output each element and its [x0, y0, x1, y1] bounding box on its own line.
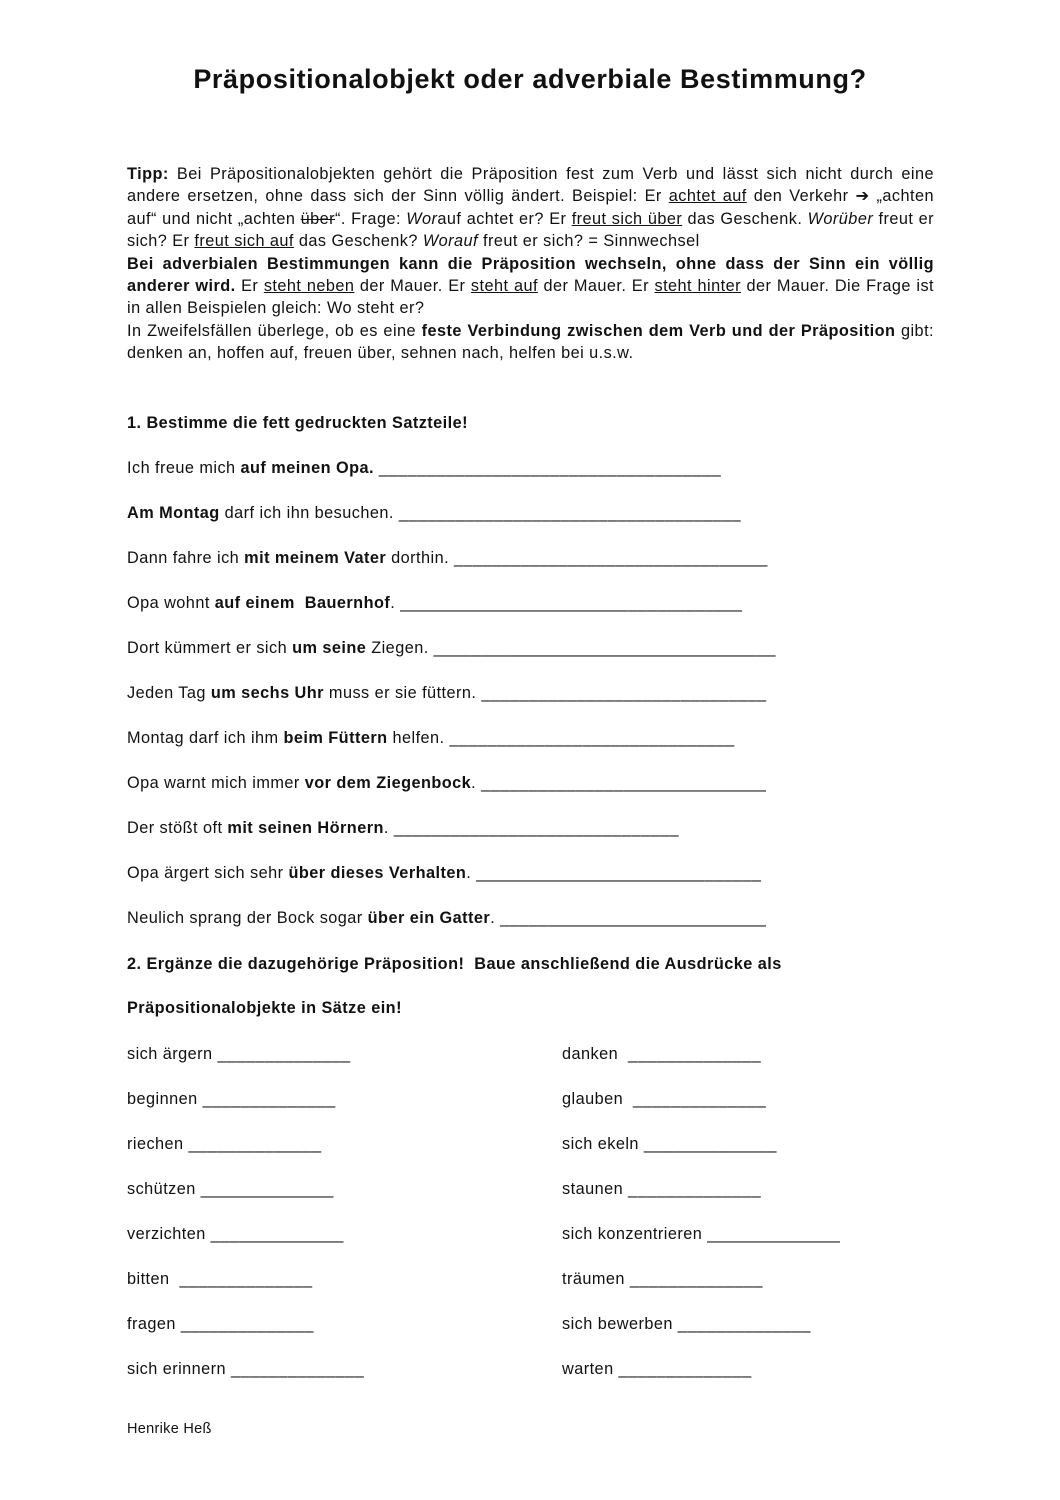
task1-sentence	[127, 908, 766, 928]
tip-label: Tipp:	[127, 165, 169, 183]
sentence-text: . ______________________________	[383, 819, 679, 837]
italic-word: Worüber	[807, 209, 874, 228]
sentence-text: darf ich ihn besuchen. ____________________________________	[219, 504, 742, 522]
task1-sentence	[127, 863, 761, 883]
verb-right-item: sich bewerben ______________	[562, 1315, 811, 1333]
verb-left-item: beginnen ______________	[127, 1090, 336, 1108]
struck-word: über	[300, 209, 336, 228]
task1-sentence	[127, 458, 721, 478]
bold-phrase: auf meinen Opa.	[240, 459, 374, 477]
verb-right-item: träumen ______________	[562, 1270, 763, 1288]
tip-text: der Mauer. Die Frage ist in allen Beispielen gleich: Wo steht er?	[127, 277, 935, 318]
sentence-text: ____________________________________	[373, 459, 722, 477]
tip-box	[127, 163, 934, 365]
tip-text: auf achtet er? Er	[437, 209, 572, 228]
bold-phrase: Am Montag	[127, 504, 220, 522]
tip-paragraph-2	[127, 253, 934, 320]
task1-sentence	[127, 728, 735, 748]
sentence-text: Dort kümmert er sich	[127, 639, 293, 657]
task2-heading-line1: 2. Ergänze die dazugehörige Präposition! Baue anschließend die Ausdrücke als	[127, 955, 782, 973]
sentence-text: . ____________________________________	[390, 594, 743, 612]
sentence-text: Der stößt oft	[127, 819, 228, 837]
tip-text: “. Frage:	[335, 209, 407, 228]
sentence-text: Jeden Tag	[127, 684, 211, 702]
bold-phrase: um seine	[292, 639, 367, 657]
verb-right-item: glauben ______________	[562, 1090, 767, 1108]
task1-sentence	[127, 593, 742, 613]
verb-right-item: danken ______________	[562, 1045, 762, 1063]
sentence-text: helfen. ______________________________	[387, 729, 735, 747]
verb-right-item: sich konzentrieren ______________	[562, 1225, 841, 1243]
tip-paragraph-3	[127, 320, 934, 365]
task1-sentence	[127, 683, 766, 703]
example-underline: freut sich auf	[194, 232, 294, 251]
example-underline: steht auf	[470, 277, 538, 296]
tip-text: der Mauer. Er	[354, 277, 471, 296]
tip-text: freut er sich? Er	[127, 209, 934, 251]
verb-left-item: riechen ______________	[127, 1135, 322, 1153]
arrow-right-icon: ➔	[855, 187, 870, 206]
task1-sentence	[127, 773, 766, 793]
sentence-text: . ______________________________	[466, 864, 762, 882]
verb-left-item: verzichten ______________	[127, 1225, 344, 1243]
tip-paragraph-1	[127, 163, 934, 253]
verb-left-item: schützen ______________	[127, 1180, 334, 1198]
bold-phrase: auf einem Bauernhof	[214, 594, 391, 612]
verb-right-item: sich ekeln ______________	[562, 1135, 777, 1153]
tip-text: In Zweifelsfällen überlege, ob es eine	[127, 321, 422, 340]
task1-sentence	[127, 548, 768, 568]
example-underline: achtet auf	[668, 187, 747, 206]
tip-text: Bei Präpositionalobjekten gehört die Präposition fest zum Verb und lässt sich nicht durch eine andere ersetzen, ohne dass sich der Sinn völlig ändert. Beispiel: Er	[127, 165, 934, 206]
verb-left-item: sich erinnern ______________	[127, 1360, 365, 1378]
tip-text: „achten auf“ und nicht „achten	[127, 187, 935, 228]
task1-sentence	[127, 503, 741, 523]
author-name: Henrike Heß	[127, 1421, 212, 1437]
bold-phrase: um sechs Uhr	[210, 684, 324, 702]
sentence-text: Opa wohnt	[127, 594, 215, 612]
italic-word: Wor	[406, 209, 438, 228]
page-title: Präpositionalobjekt oder adverbiale Bestimmung?	[193, 64, 867, 94]
tip-text: gibt: denken an, hoffen auf, freuen über, sehnen nach, helfen bei u.s.w.	[127, 321, 935, 363]
tip-text: freut er sich? = Sinnwechsel	[478, 232, 700, 251]
verb-right-item: warten ______________	[562, 1360, 752, 1378]
task1-heading: 1. Bestimme die fett gedruckten Satzteile!	[127, 414, 468, 432]
tip-text: das Geschenk.	[682, 209, 808, 228]
tip-text: Er	[235, 277, 264, 296]
italic-word: Worauf	[422, 232, 479, 251]
bold-phrase: mit meinem Vater	[244, 549, 387, 567]
sentence-text: Opa ärgert sich sehr	[127, 864, 289, 882]
sentence-text: muss er sie füttern. ______________________________	[323, 684, 767, 702]
tip-bold-text: feste Verbindung zwischen dem Verb und der Präposition	[421, 321, 896, 340]
task1-sentence	[127, 638, 776, 658]
sentence-text: . ____________________________	[490, 909, 767, 927]
tip-text: das Geschenk?	[293, 232, 423, 251]
sentence-text: Montag darf ich ihm	[127, 729, 284, 747]
bold-phrase: über ein Gatter	[367, 909, 491, 927]
bold-phrase: beim Füttern	[283, 729, 388, 747]
example-underline: steht neben	[263, 277, 355, 296]
example-underline: steht hinter	[654, 277, 741, 296]
verb-right-item: staunen ______________	[562, 1180, 762, 1198]
sentence-text: Ich freue mich	[127, 459, 241, 477]
bold-phrase: mit seinen Hörnern	[227, 819, 384, 837]
sentence-text: Ziegen. ____________________________________	[366, 639, 776, 657]
example-underline: freut sich über	[571, 209, 683, 228]
sentence-text: Opa warnt mich immer	[127, 774, 305, 792]
verb-left-item: sich ärgern ______________	[127, 1045, 351, 1063]
sentence-text: dorthin. _________________________________	[386, 549, 768, 567]
verb-left-item: bitten ______________	[127, 1270, 313, 1288]
task1-sentence	[127, 818, 679, 838]
sentence-text: . ______________________________	[471, 774, 767, 792]
verb-left-item: fragen ______________	[127, 1315, 314, 1333]
bold-phrase: vor dem Ziegenbock	[304, 774, 472, 792]
tip-text: den Verkehr	[746, 187, 856, 206]
tip-text: der Mauer. Er	[537, 277, 655, 296]
bold-phrase: über dieses Verhalten	[288, 864, 467, 882]
sentence-text: Neulich sprang der Bock sogar	[127, 909, 368, 927]
task2-heading-line2: Präpositionalobjekte in Sätze ein!	[127, 999, 402, 1017]
tip-bold-text: Bei adverbialen Bestimmungen kann die Präposition wechseln, ohne dass der Sinn ein völlig anderer wird.	[127, 254, 934, 296]
sentence-text: Dann fahre ich	[127, 549, 245, 567]
